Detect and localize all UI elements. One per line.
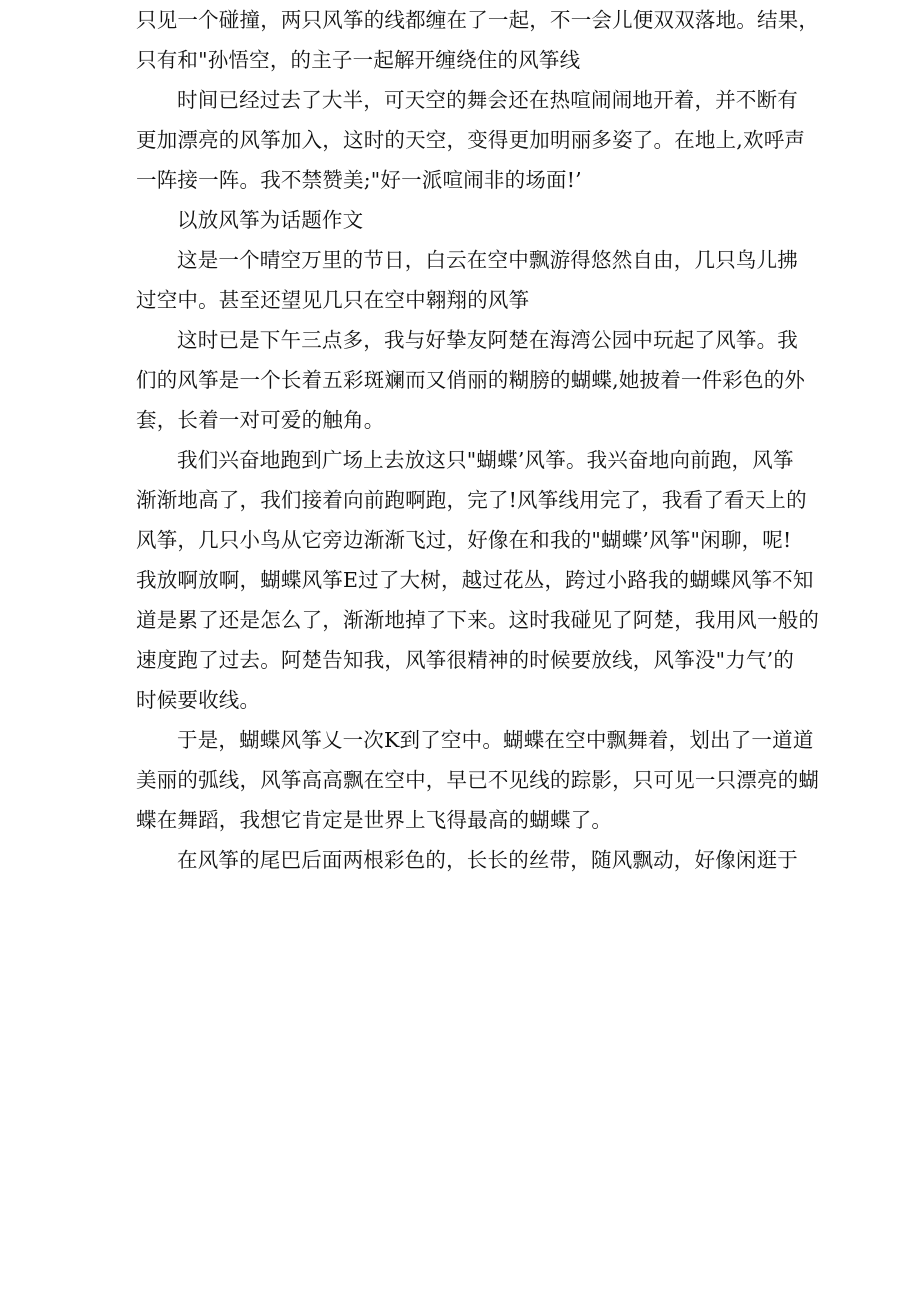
text-line: 道是累了还是怎么了，渐渐地掉了下来。这时我碰见了阿楚，我用风一般的 — [136, 608, 820, 632]
text-line: 蝶在舞蹈，我想它肯定是世界上飞得最高的蝴蝶了。 — [136, 808, 613, 832]
text-line: 我们兴奋地跑到广场上去放这只"蝴蝶’风筝。我兴奋地向前跑，风筝 — [177, 448, 794, 472]
text-line: 们的风筝是一个长着五彩斑斓而又俏丽的糊膀的蝴蝶,她披着一件彩色的外 — [136, 368, 806, 392]
text-line: 这时已是下午三点多，我与好挚友阿楚在海湾公园中玩起了风筝。我 — [177, 328, 798, 352]
text-line: 时间已经过去了大半，可天空的舞会还在热喧闹闹地开着，并不断有 — [177, 88, 798, 112]
text-line: 在风筝的尾巴后面两根彩色的，长长的丝带，随风飘动，好像闲逛于 — [177, 848, 798, 872]
section-heading: 以放风筝为话题作文 — [177, 208, 364, 232]
text-line: 更加漂亮的风筝加入，这时的天空，变得更加明丽多姿了。在地上,欢呼声 — [136, 128, 806, 152]
text-line: 我放啊放啊，蝴蝶风筝E过了大树，越过花丛，跨过小路我的蝴蝶风筝不知 — [136, 568, 814, 592]
text-line: 渐渐地高了，我们接着向前跑啊跑，完了!风筝线用完了，我看了看天上的 — [136, 488, 807, 512]
text-line: 时候要收线。 — [136, 688, 261, 712]
text-line: 过空中。甚至还望见几只在空中翱翔的风筝 — [136, 288, 530, 312]
text-line: 于是，蝴蝶风筝乂一次K到了空中。蝴蝶在空中飘舞着，划出了一道道 — [177, 728, 814, 752]
text-line: 只有和"孙悟空，的主子一起解开缠绕住的风筝线 — [136, 48, 581, 72]
essay-body — [136, 0, 820, 880]
text-line: 这是一个晴空万里的节日，白云在空中飘游得悠然自由，几只鸟儿拂 — [177, 248, 798, 272]
text-line: 速度跑了过去。阿楚告知我，风筝很精神的时候要放线，风筝没"力气’的 — [136, 648, 795, 672]
text-line: 套，长着一对可爱的触角。 — [136, 408, 385, 432]
text-line: 只见一个碰撞，两只风筝的线都缠在了一起，不一会儿便双双落地。结果， — [136, 8, 820, 32]
text-line: 美丽的弧线，风筝高高飘在空中，早已不见线的踪影，只可见一只漂亮的蝴 — [136, 768, 820, 792]
text-line: 风筝，几只小鸟从它旁边渐渐飞过，好像在和我的"蝴蝶’风筝"闲聊，呢! — [136, 528, 792, 552]
text-line: 一阵接一阵。我不禁赞美;"好一派喧闹非的场面!’ — [136, 168, 582, 192]
